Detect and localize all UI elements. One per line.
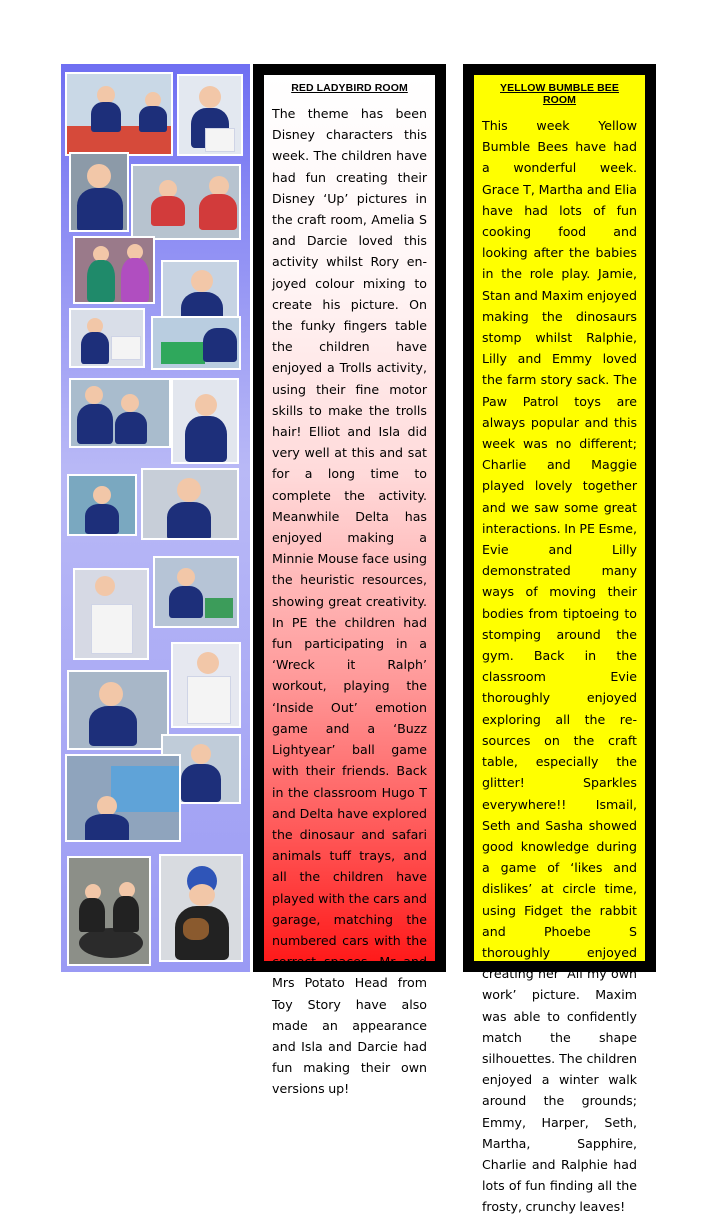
classroom-photo-5 xyxy=(73,236,155,304)
classroom-photo-8 xyxy=(151,316,241,370)
red-room-body: The theme has been Disney characters this week. The children have had fun creating their Disney ‘Up’ pictures in the craft room, Amelia S and Darcie loved this activity whilst Rory enjoyed colour mixing to create his picture. On the funky fingers table the children have enjoyed a Trolls activity, using their fine motor skills to make the trolls hair! Elliot and Isla did very well at this and sat for a long time to complete the activity. Meanwhile Delta has enjoyed making a Minnie Mouse face using the heuristic resources, showing great creativity. In PE the children had fun participating in a ‘Wreck it Ralph’ workout, playing the ‘Inside Out’ emotion game and a ‘Buzz Lightyear’ ball game with their friends. Back in the classroom Hugo T and Delta have explored the dinosaur and safari animals tuff trays, and all the children have played with the cars and garage, matching the numbered cars with the correct spaces. Mr and Mrs Potato Head from Toy Story have also made an appearance and Isla and Darcie had fun making their own versions up! xyxy=(272,106,427,1097)
classroom-photo-12 xyxy=(141,468,239,540)
yellow-room-heading: YELLOW BUMBLE BEE ROOM xyxy=(500,82,619,106)
classroom-photo-18 xyxy=(65,754,181,842)
red-ladybird-room-panel xyxy=(253,64,446,1097)
outdoor-photo-1 xyxy=(67,856,151,966)
red-panel-content xyxy=(264,75,435,1097)
classroom-photo-11 xyxy=(67,474,137,536)
classroom-photo-1 xyxy=(65,72,173,156)
classroom-photo-9 xyxy=(69,378,171,448)
classroom-photo-2 xyxy=(177,74,243,156)
outdoor-photo-2 xyxy=(159,854,243,962)
classroom-photo-15 xyxy=(171,642,241,728)
classroom-photo-7 xyxy=(69,308,145,368)
yellow-room-body: This week Yellow Bumble Bees have had a wonderful week. Grace T, Martha and Elia have had lots of fun cooking food and looking after the babies in the role play. Jamie, Stan and Maxim enjoyed making the dinosaurs stomp whilst Ralphie, Lilly and Emmy loved the farm story sack. The Paw Patrol toys are always popular and this week was no different; Charlie and Maggie played lovely together and we saw some great interactions. In PE Esme, Evie and Lilly demonstrated many ways of moving their bodies from tiptoeing to stomping around the gym. Back in the classroom Evie thoroughly enjoyed exploring all the resources on the craft table, especially the glitter! Sparkles everywhere!! Ismail, Seth and Sasha showed good knowledge during a game of ‘likes and dislikes’ at circle time, using Fidget the rabbit and Phoebe S thoroughly enjoyed creating her ‘All my own work’ picture. Maxim was able to confidently match the shape silhouettes. The children enjoyed a winter walk around the grounds; Emmy, Harper, Seth, Martha, Sapphire, Charlie and Ralphie had lots of fun finding all the frosty, crunchy leaves! xyxy=(482,118,637,1215)
classroom-photo-10 xyxy=(171,378,239,464)
classroom-photo-16 xyxy=(67,670,169,750)
photo-collage xyxy=(61,64,250,972)
yellow-bumble-bee-room-panel xyxy=(463,64,656,1215)
classroom-photo-4 xyxy=(131,164,241,240)
red-room-heading: RED LADYBIRD ROOM xyxy=(291,82,408,94)
classroom-photo-3 xyxy=(69,152,129,232)
yellow-panel-content xyxy=(474,75,645,1215)
classroom-photo-13 xyxy=(73,568,149,660)
classroom-photo-14 xyxy=(153,556,239,628)
